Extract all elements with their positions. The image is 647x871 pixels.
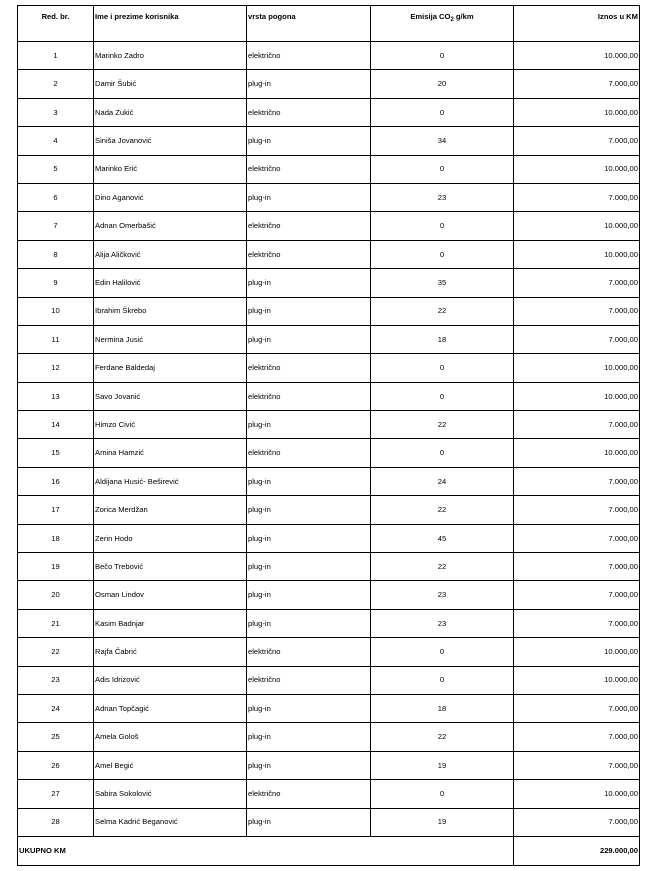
- cell-name: Amina Hamzić: [94, 439, 247, 467]
- cell-rb: 26: [18, 751, 94, 779]
- cell-emission: 0: [371, 155, 514, 183]
- cell-amount: 10.000,00: [514, 780, 640, 808]
- cell-emission: 0: [371, 780, 514, 808]
- table-row: [18, 212, 640, 240]
- cell-name: Osman Lindov: [94, 581, 247, 609]
- cell-type: električno: [247, 439, 371, 467]
- table-row: [18, 127, 640, 155]
- header-emission-prefix: Emisija CO: [410, 12, 451, 21]
- cell-amount: 7.000,00: [514, 269, 640, 297]
- table-row: [18, 382, 640, 410]
- table-row: [18, 467, 640, 495]
- cell-emission: 35: [371, 269, 514, 297]
- cell-amount: 10.000,00: [514, 666, 640, 694]
- cell-name: Siniša Jovanović: [94, 127, 247, 155]
- cell-amount: 10.000,00: [514, 439, 640, 467]
- table-row: [18, 581, 640, 609]
- total-label: UKUPNO KM: [18, 836, 514, 865]
- table-row: [18, 780, 640, 808]
- cell-emission: 22: [371, 553, 514, 581]
- cell-type: plug-in: [247, 694, 371, 722]
- cell-rb: 16: [18, 467, 94, 495]
- cell-name: Bečo Trebović: [94, 553, 247, 581]
- cell-amount: 10.000,00: [514, 212, 640, 240]
- cell-rb: 18: [18, 524, 94, 552]
- cell-rb: 27: [18, 780, 94, 808]
- cell-rb: 13: [18, 382, 94, 410]
- cell-emission: 22: [371, 297, 514, 325]
- header-emission-sub: 2: [450, 17, 454, 23]
- cell-rb: 1: [18, 42, 94, 70]
- cell-type: plug-in: [247, 723, 371, 751]
- cell-amount: 7.000,00: [514, 297, 640, 325]
- cell-emission: 23: [371, 609, 514, 637]
- cell-type: električno: [247, 780, 371, 808]
- cell-emission: 0: [371, 354, 514, 382]
- table-row: [18, 297, 640, 325]
- cell-type: plug-in: [247, 496, 371, 524]
- cell-rb: 14: [18, 411, 94, 439]
- cell-amount: 7.000,00: [514, 467, 640, 495]
- cell-rb: 15: [18, 439, 94, 467]
- table-row: [18, 98, 640, 126]
- cell-type: električno: [247, 212, 371, 240]
- cell-amount: 10.000,00: [514, 42, 640, 70]
- cell-type: plug-in: [247, 467, 371, 495]
- cell-rb: 2: [18, 70, 94, 98]
- cell-amount: 10.000,00: [514, 638, 640, 666]
- cell-emission: 0: [371, 42, 514, 70]
- table-row: [18, 694, 640, 722]
- cell-amount: 7.000,00: [514, 581, 640, 609]
- table-row: [18, 666, 640, 694]
- cell-rb: 24: [18, 694, 94, 722]
- cell-name: Aldijana Husić- Beširević: [94, 467, 247, 495]
- cell-amount: 7.000,00: [514, 553, 640, 581]
- cell-type: plug-in: [247, 183, 371, 211]
- cell-amount: 7.000,00: [514, 325, 640, 353]
- cell-name: Dino Aganović: [94, 183, 247, 211]
- header-amount: Iznos u KM: [514, 6, 640, 42]
- cell-emission: 24: [371, 467, 514, 495]
- total-amount: 229.000,00: [514, 836, 640, 865]
- cell-type: plug-in: [247, 808, 371, 836]
- cell-rb: 12: [18, 354, 94, 382]
- cell-amount: 10.000,00: [514, 240, 640, 268]
- cell-rb: 7: [18, 212, 94, 240]
- cell-name: Amela Gološ: [94, 723, 247, 751]
- cell-name: Kasim Badnjar: [94, 609, 247, 637]
- cell-name: Alija Aličković: [94, 240, 247, 268]
- cell-amount: 10.000,00: [514, 354, 640, 382]
- cell-emission: 0: [371, 98, 514, 126]
- cell-name: Zorica Merdžan: [94, 496, 247, 524]
- cell-amount: 7.000,00: [514, 183, 640, 211]
- cell-type: električno: [247, 155, 371, 183]
- cell-emission: 18: [371, 694, 514, 722]
- header-name: Ime i prezime korisnika: [94, 6, 247, 42]
- cell-type: plug-in: [247, 325, 371, 353]
- cell-amount: 7.000,00: [514, 751, 640, 779]
- header-type: vrsta pogona: [247, 6, 371, 42]
- cell-amount: 10.000,00: [514, 382, 640, 410]
- cell-rb: 20: [18, 581, 94, 609]
- table-row: [18, 411, 640, 439]
- header-emission: [371, 6, 514, 42]
- cell-type: plug-in: [247, 411, 371, 439]
- cell-name: Savo Jovanić: [94, 382, 247, 410]
- cell-emission: 23: [371, 183, 514, 211]
- cell-emission: 19: [371, 751, 514, 779]
- total-row: [18, 836, 640, 865]
- cell-type: plug-in: [247, 297, 371, 325]
- cell-emission: 22: [371, 723, 514, 751]
- table-row: [18, 723, 640, 751]
- cell-emission: 19: [371, 808, 514, 836]
- cell-rb: 3: [18, 98, 94, 126]
- cell-rb: 19: [18, 553, 94, 581]
- cell-name: Ibrahim Škrebo: [94, 297, 247, 325]
- cell-amount: 7.000,00: [514, 694, 640, 722]
- table-row: [18, 638, 640, 666]
- cell-rb: 21: [18, 609, 94, 637]
- cell-emission: 0: [371, 212, 514, 240]
- table-row: [18, 496, 640, 524]
- cell-rb: 23: [18, 666, 94, 694]
- cell-emission: 22: [371, 411, 514, 439]
- cell-name: Adnan Omerbašić: [94, 212, 247, 240]
- cell-name: Marinko Zadro: [94, 42, 247, 70]
- cell-amount: 7.000,00: [514, 411, 640, 439]
- cell-type: električno: [247, 666, 371, 694]
- cell-emission: 18: [371, 325, 514, 353]
- table-row: [18, 354, 640, 382]
- beneficiaries-table: [17, 5, 640, 866]
- cell-rb: 17: [18, 496, 94, 524]
- cell-type: plug-in: [247, 609, 371, 637]
- cell-rb: 6: [18, 183, 94, 211]
- cell-emission: 20: [371, 70, 514, 98]
- table-row: [18, 183, 640, 211]
- table-row: [18, 155, 640, 183]
- cell-type: plug-in: [247, 524, 371, 552]
- table-row: [18, 269, 640, 297]
- cell-amount: 7.000,00: [514, 127, 640, 155]
- cell-rb: 28: [18, 808, 94, 836]
- table-row: [18, 609, 640, 637]
- header-emission-suffix: g/km: [453, 12, 474, 21]
- cell-emission: 0: [371, 439, 514, 467]
- cell-emission: 23: [371, 581, 514, 609]
- cell-name: Nada Zukić: [94, 98, 247, 126]
- cell-emission: 45: [371, 524, 514, 552]
- cell-type: plug-in: [247, 751, 371, 779]
- cell-amount: 7.000,00: [514, 609, 640, 637]
- table-row: [18, 808, 640, 836]
- table-row: [18, 42, 640, 70]
- cell-name: Zerin Hodo: [94, 524, 247, 552]
- cell-amount: 10.000,00: [514, 155, 640, 183]
- cell-amount: 7.000,00: [514, 496, 640, 524]
- table-row: [18, 439, 640, 467]
- header-rb: Red. br.: [18, 6, 94, 42]
- cell-name: Selma Kadrić Beganović: [94, 808, 247, 836]
- header-row: [18, 6, 640, 42]
- cell-name: Damir Šubić: [94, 70, 247, 98]
- cell-name: Rajfa Čabrić: [94, 638, 247, 666]
- cell-amount: 7.000,00: [514, 70, 640, 98]
- cell-name: Sabira Sokolović: [94, 780, 247, 808]
- cell-type: plug-in: [247, 127, 371, 155]
- cell-emission: 0: [371, 240, 514, 268]
- cell-rb: 5: [18, 155, 94, 183]
- cell-type: plug-in: [247, 70, 371, 98]
- cell-rb: 10: [18, 297, 94, 325]
- table-row: [18, 751, 640, 779]
- cell-name: Himzo Civić: [94, 411, 247, 439]
- cell-name: Nermina Jusić: [94, 325, 247, 353]
- cell-name: Amel Begić: [94, 751, 247, 779]
- table-row: [18, 240, 640, 268]
- cell-rb: 4: [18, 127, 94, 155]
- cell-emission: 0: [371, 382, 514, 410]
- table-row: [18, 553, 640, 581]
- cell-emission: 0: [371, 666, 514, 694]
- cell-name: Adis Idrizović: [94, 666, 247, 694]
- cell-type: plug-in: [247, 553, 371, 581]
- cell-amount: 7.000,00: [514, 808, 640, 836]
- cell-name: Ferdane Baldedaj: [94, 354, 247, 382]
- cell-rb: 8: [18, 240, 94, 268]
- cell-name: Adnan Topčagić: [94, 694, 247, 722]
- cell-type: električno: [247, 382, 371, 410]
- cell-type: plug-in: [247, 269, 371, 297]
- cell-rb: 22: [18, 638, 94, 666]
- cell-type: električno: [247, 42, 371, 70]
- cell-emission: 34: [371, 127, 514, 155]
- cell-rb: 9: [18, 269, 94, 297]
- cell-emission: 22: [371, 496, 514, 524]
- cell-type: električno: [247, 354, 371, 382]
- cell-rb: 25: [18, 723, 94, 751]
- cell-amount: 10.000,00: [514, 98, 640, 126]
- cell-amount: 7.000,00: [514, 723, 640, 751]
- cell-type: električno: [247, 240, 371, 268]
- table-row: [18, 325, 640, 353]
- cell-emission: 0: [371, 638, 514, 666]
- cell-rb: 11: [18, 325, 94, 353]
- cell-type: električno: [247, 98, 371, 126]
- cell-name: Marinko Erić: [94, 155, 247, 183]
- table-row: [18, 70, 640, 98]
- cell-name: Edin Halilović: [94, 269, 247, 297]
- table-row: [18, 524, 640, 552]
- cell-type: plug-in: [247, 581, 371, 609]
- cell-amount: 7.000,00: [514, 524, 640, 552]
- cell-type: električno: [247, 638, 371, 666]
